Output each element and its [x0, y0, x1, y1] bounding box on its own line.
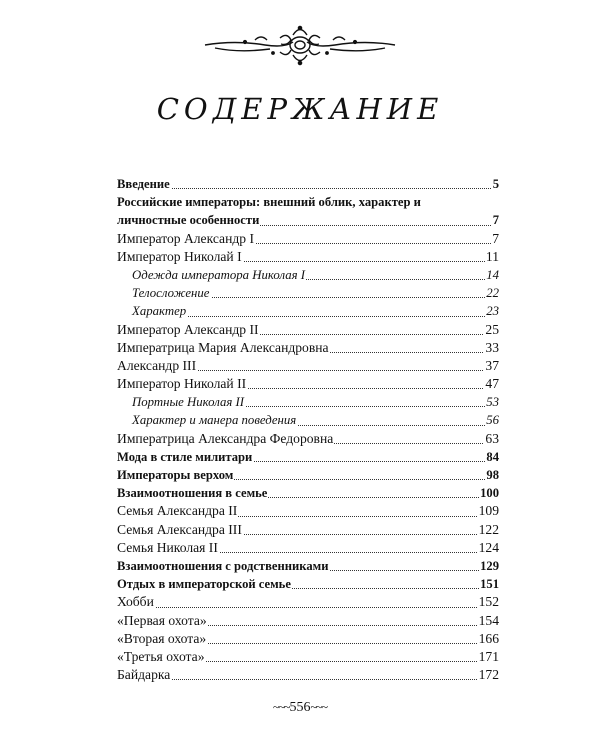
toc-entry-title: Семья Александра II	[117, 503, 238, 519]
toc-entry[interactable]	[132, 393, 499, 411]
toc-entry[interactable]	[132, 411, 499, 429]
toc-entry-page: 154	[478, 612, 499, 630]
toc-entry-page: 84	[485, 448, 499, 466]
toc-entry[interactable]	[117, 466, 499, 484]
toc-entry[interactable]	[117, 612, 499, 630]
toc-entry-page: 7	[492, 211, 499, 229]
toc-entry[interactable]	[117, 648, 499, 666]
toc-entry[interactable]	[117, 430, 499, 448]
toc-entry-page: 100	[479, 484, 499, 502]
toc-entry-title: Император Александр I	[117, 230, 255, 246]
toc-entry[interactable]	[117, 484, 499, 502]
toc-entry[interactable]	[117, 521, 499, 539]
toc-entry-title: Император Александр II	[117, 321, 259, 337]
toc-entry-page: 63	[484, 430, 499, 448]
toc-entry-title: Портные Николая II	[132, 395, 245, 410]
toc-entry[interactable]	[117, 448, 499, 466]
toc-entry[interactable]	[117, 557, 499, 575]
toc-entry-title: Император Николай II	[117, 376, 247, 392]
toc-entry[interactable]	[117, 230, 499, 248]
toc-entry-title: «Третья охота»	[117, 648, 205, 664]
footer-deco-left: ~~~	[273, 700, 290, 714]
dot-leader	[117, 188, 499, 189]
toc-entry-title: Телосложение	[132, 286, 210, 301]
toc-entry-page: 25	[484, 321, 499, 339]
toc-entry-title-text: Российские императоры: внешний облик, характер и личностные особенности	[117, 195, 421, 228]
toc-entry[interactable]	[117, 502, 499, 520]
toc-entry-title: Хобби	[117, 594, 154, 610]
toc-entry-title: «Вторая охота»	[117, 630, 207, 646]
toc-entry-page: 166	[478, 630, 499, 648]
toc-entry-title: Одежда императора Николая I	[132, 267, 306, 282]
toc-entry-page: 22	[485, 284, 499, 302]
toc-entry-page: 47	[484, 375, 499, 393]
toc-entry[interactable]	[117, 375, 499, 393]
toc-entry-page: 5	[492, 175, 499, 193]
toc-entry-page: 56	[485, 411, 499, 429]
toc-entry-page: 151	[479, 575, 499, 593]
toc-entry-title: Семья Александра III	[117, 521, 242, 537]
toc-entry-page: 33	[484, 339, 499, 357]
toc-entry[interactable]	[117, 248, 499, 266]
toc-entry-title: Характер	[132, 304, 187, 319]
toc-entry-page: 98	[485, 466, 499, 484]
toc-entry-title: Байдарка	[117, 667, 171, 683]
toc-entry-title: Характер и манера поведения	[132, 413, 297, 428]
toc-entry-title: Император Николай I	[117, 248, 242, 264]
toc-entry-page: 14	[485, 266, 499, 284]
toc-entry[interactable]	[117, 321, 499, 339]
toc-entry-title: Императоры верхом	[117, 468, 234, 483]
toc-entry-page: 129	[479, 557, 499, 575]
toc-entry[interactable]	[132, 284, 499, 302]
toc-entry[interactable]	[132, 266, 499, 284]
dot-leader	[117, 679, 499, 680]
toc-entry-page: 53	[485, 393, 499, 411]
page-footer	[0, 700, 600, 716]
toc-entry-title	[117, 193, 448, 229]
toc-entry[interactable]	[117, 666, 499, 684]
page-title: СОДЕРЖАНИЕ	[156, 92, 444, 126]
toc-entry-title: Отдых в императорской семье	[117, 577, 291, 592]
toc-entry-title: Семья Николая II	[117, 539, 218, 555]
toc-entry-title: Александр III	[117, 357, 197, 373]
toc-entry-page: 11	[485, 248, 499, 266]
toc-entry[interactable]	[132, 302, 499, 320]
toc-entry[interactable]	[117, 575, 499, 593]
toc-entry-title: «Первая охота»	[117, 612, 207, 628]
table-of-contents	[117, 175, 499, 684]
footer-deco-right: ~~~	[310, 700, 327, 714]
toc-entry[interactable]	[117, 339, 499, 357]
toc-entry-page: 124	[478, 539, 499, 557]
toc-entry-page: 152	[478, 593, 499, 611]
toc-entry-page: 37	[484, 357, 499, 375]
toc-entry-page: 172	[478, 666, 499, 684]
toc-entry-title: Взаимоотношения в семье	[117, 486, 268, 501]
dot-leader	[132, 316, 499, 317]
toc-entry[interactable]	[117, 193, 499, 229]
flourish-ornament-icon	[195, 20, 405, 70]
toc-entry-title: Мода в стиле милитари	[117, 449, 253, 464]
toc-entry[interactable]	[117, 539, 499, 557]
toc-entry-title: Императрица Мария Александровна	[117, 339, 329, 355]
dot-leader	[117, 607, 499, 608]
toc-entry-page: 7	[491, 230, 499, 248]
toc-entry[interactable]	[117, 175, 499, 193]
toc-entry-page: 23	[485, 302, 499, 320]
toc-entry-title: Императрица Александра Федоровна	[117, 430, 334, 446]
toc-entry[interactable]	[117, 357, 499, 375]
toc-entry-page: 109	[478, 502, 499, 520]
toc-entry[interactable]	[117, 593, 499, 611]
toc-entry-title: Взаимоотношения с родственниками	[117, 558, 329, 573]
page-number: 556	[289, 700, 311, 715]
toc-entry[interactable]	[117, 630, 499, 648]
toc-entry-page: 171	[478, 648, 499, 666]
toc-entry-title: Введение	[117, 177, 170, 191]
toc-entry-page: 122	[478, 521, 499, 539]
